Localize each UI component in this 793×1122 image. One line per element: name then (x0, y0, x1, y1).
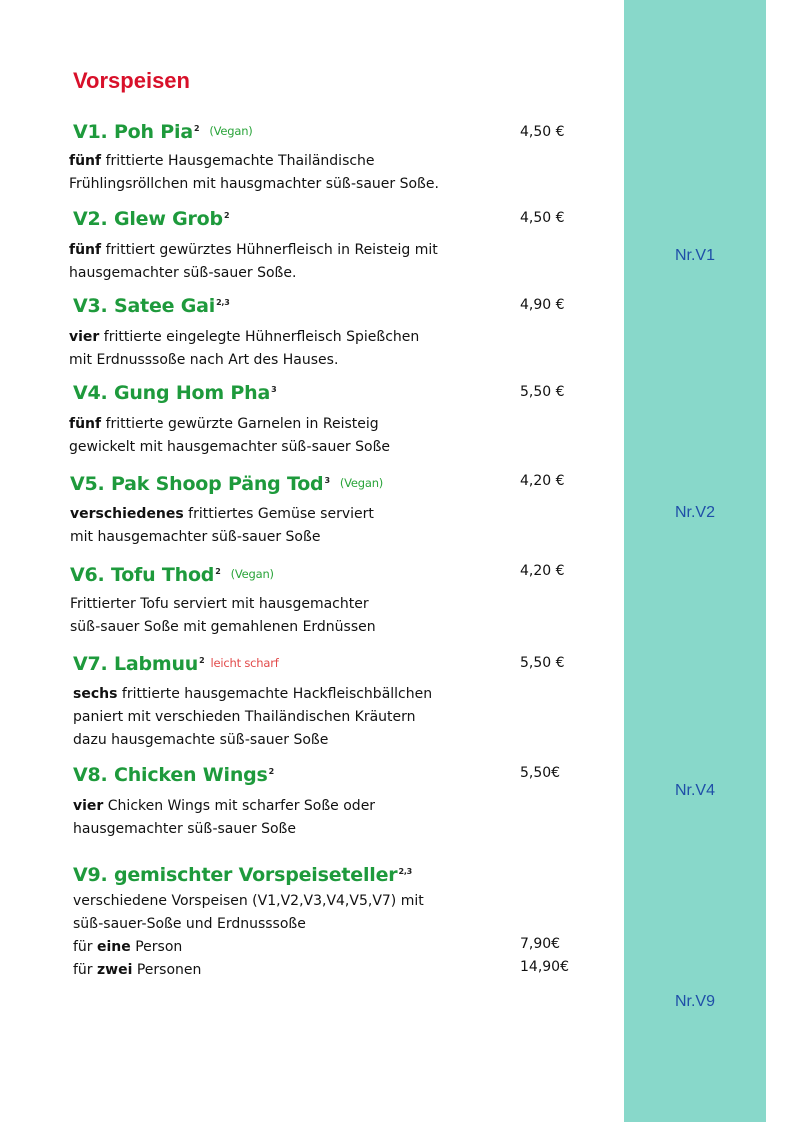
item-description (69, 239, 438, 285)
sidebar-label-v1: Nr.V1 (674, 247, 715, 264)
item-price: 5,50 € (520, 384, 565, 400)
item-price: 4,90 € (520, 297, 565, 313)
option-price-one-person: 7,90€ (520, 936, 561, 952)
item-name: V5. Pak Shoop Päng Tod (70, 473, 324, 495)
description-line: fünf frittierte Hausgemachte Thailändische (69, 153, 375, 169)
item-allergen: 3 (324, 475, 330, 485)
item-price: 5,50 € (520, 655, 565, 671)
description-line: mit Erdnusssoße nach Art des Hauses. (69, 352, 339, 368)
item-description (73, 795, 375, 841)
sidebar-label-v2: Nr.V2 (674, 504, 715, 521)
item-description (70, 593, 376, 639)
item-name: V3. Satee Gai (73, 295, 216, 317)
description-line: süß-sauer-Soße und Erdnusssoße (73, 916, 306, 932)
description-line: paniert mit verschieden Thailändischen Kräutern (73, 709, 416, 725)
item-description (70, 503, 374, 549)
item-name: V6. Tofu Thod (70, 564, 215, 586)
item-price: 5,50€ (520, 765, 561, 781)
description-line: dazu hausgemachte süß-sauer Soße (73, 732, 329, 748)
item-allergen: 2 (268, 766, 275, 776)
item-name: V4. Gung Hom Pha (73, 382, 271, 404)
item-allergen: 2,3 (398, 866, 413, 876)
item-description (69, 413, 390, 459)
description-line: fünf frittiert gewürztes Hühnerfleisch in Reisteig mit (69, 242, 438, 258)
item-allergen: 2 (215, 566, 221, 576)
item-title (73, 764, 274, 786)
item-description (73, 890, 424, 982)
option-line-two-persons: für zwei Personen (73, 962, 202, 978)
description-line: hausgemachter süß-sauer Soße (73, 821, 296, 837)
item-price: 4,20 € (520, 563, 565, 579)
description-line: sechs frittierte hausgemachte Hackfleischbällchen (73, 686, 433, 702)
item-note: (Vegan) (209, 124, 253, 138)
item-title (73, 382, 276, 404)
item-description (73, 683, 432, 752)
item-allergen: 2,3 (216, 297, 230, 307)
item-title (73, 653, 279, 675)
item-title (73, 208, 229, 230)
description-line: hausgemachter süß-sauer Soße. (69, 265, 297, 281)
item-note: (Vegan) (230, 567, 274, 581)
sidebar-panel (624, 0, 766, 1122)
option-line-one-person: für eine Person (73, 939, 183, 955)
item-note: leicht scharf (210, 656, 279, 670)
item-name: V8. Chicken Wings (73, 764, 268, 786)
description-line: verschiedenes frittiertes Gemüse serviert (70, 506, 374, 522)
item-name: V1. Poh Pia (73, 121, 193, 143)
sidebar-label-v4: Nr.V4 (674, 782, 715, 799)
description-line: Frühlingsröllchen mit hausgmachter süß-sauer Soße. (69, 176, 439, 192)
description-line: süß-sauer Soße mit gemahlenen Erdnüssen (70, 619, 376, 635)
item-price: 4,50 € (520, 210, 565, 226)
description-line: Frittierter Tofu serviert mit hausgemachter (70, 596, 369, 612)
item-name: V7. Labmuu (73, 653, 199, 675)
item-allergen: 2 (193, 123, 200, 133)
item-note: (Vegan) (339, 476, 384, 490)
item-description (69, 150, 439, 196)
item-price: 4,20 € (520, 473, 565, 489)
description-line: gewickelt mit hausgemachter süß-sauer Soße (69, 439, 391, 455)
item-name: V2. Glew Grob (73, 208, 223, 230)
item-title (70, 473, 383, 495)
description-line: vier Chicken Wings mit scharfer Soße oder (73, 798, 376, 814)
item-title (73, 121, 253, 143)
item-allergen: 2 (223, 210, 230, 220)
option-price-two-persons: 14,90€ (520, 959, 569, 975)
item-title (70, 564, 274, 586)
section-title: Vorspeisen (73, 68, 190, 93)
description-line: vier frittierte eingelegte Hühnerfleisch Spießchen (69, 329, 420, 345)
item-name: V9. gemischter Vorspeiseteller (73, 864, 398, 886)
description-line: verschiedene Vorspeisen (V1,V2,V3,V4,V5,V7) mit (73, 893, 424, 909)
sidebar-label-v9: Nr.V9 (674, 993, 715, 1010)
item-allergen: 2 (199, 655, 205, 665)
item-title (73, 295, 230, 317)
item-description (69, 326, 419, 372)
item-allergen: 3 (271, 384, 277, 394)
item-title (73, 864, 412, 886)
item-price: 4,50 € (520, 124, 565, 140)
description-line: fünf frittierte gewürzte Garnelen in Reisteig (69, 416, 379, 432)
description-line: mit hausgemachter süß-sauer Soße (70, 529, 321, 545)
